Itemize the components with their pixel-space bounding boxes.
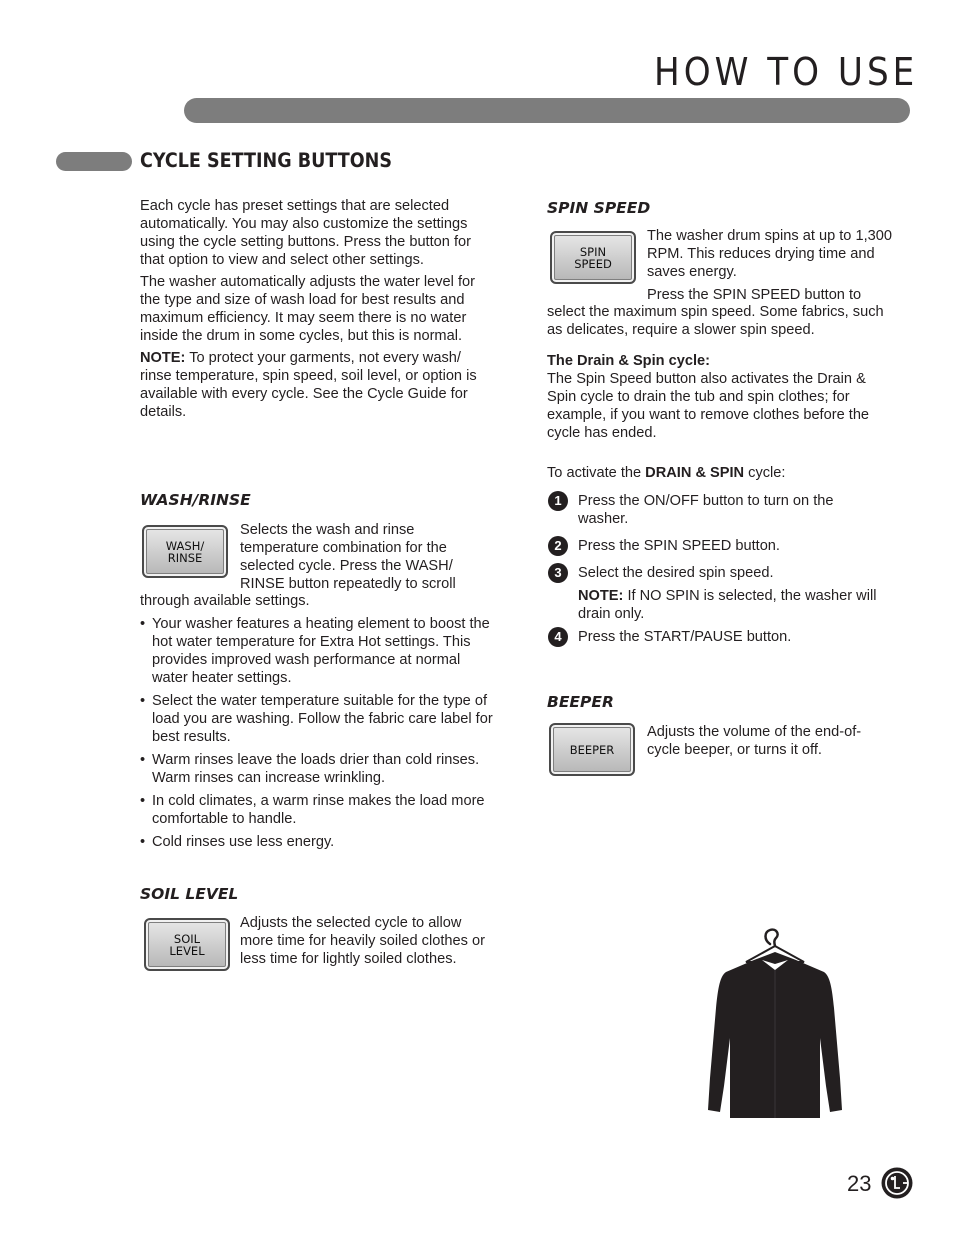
activate-instruction	[547, 464, 899, 482]
beeper-button-illustration	[549, 723, 635, 776]
wash-rinse-bullet-list	[140, 615, 494, 851]
step-text: Press the SPIN SPEED button.	[578, 538, 780, 554]
step-text: Select the desired spin speed.	[578, 565, 774, 581]
list-item: • In cold climates, a warm rinse makes the load more comfortable to handle.	[140, 792, 494, 828]
section-marker	[56, 152, 132, 171]
list-item: • Cold rinses use less energy.	[140, 833, 494, 851]
page-header-title: HOW TO USE	[654, 50, 919, 94]
beeper-button-label: BEEPER	[569, 742, 615, 757]
intro-paragraph-2: The washer automatically adjusts the water level for the type and size of wash load for best results and maximum efficiency. It may seem there is no water inside the drum in some cycles, but this is normal.	[140, 274, 476, 344]
step-number-icon: 2	[548, 536, 568, 556]
section-title: CYCLE SETTING BUTTONS	[140, 149, 392, 172]
soil-level-description	[240, 914, 494, 968]
drain-spin-heading	[547, 352, 899, 370]
header-bar	[184, 98, 910, 123]
spin-speed-description-text: The washer drum spins at up to 1,300 RPM. This reduces drying time and saves energy.	[647, 228, 892, 280]
soil-level-heading: SOIL LEVEL	[140, 885, 239, 903]
activate-suffix: cycle:	[744, 465, 786, 481]
activate-bold: DRAIN & SPIN	[645, 465, 745, 481]
spin-speed-button-illustration	[550, 231, 636, 284]
wash-rinse-description	[240, 521, 494, 593]
drain-spin-steps	[547, 492, 899, 646]
drain-spin-text: The Spin Speed button also activates the Drain & Spin cycle to drain the tub and spin clothes; for example, if you want to remove clothes before the cycle has ended.	[547, 371, 870, 441]
step-item	[547, 564, 899, 623]
step-item	[547, 492, 899, 528]
wash-rinse-description-continued: through available settings.	[140, 593, 310, 609]
intro-paragraph-1: Each cycle has preset settings that are selected automatically. You may also customize the settings using the cycle setting buttons. Press the button for that option to view and select other settings.	[140, 198, 471, 268]
step-text: Press the ON/OFF button to turn on the washer.	[578, 493, 834, 527]
step-number-icon: 3	[548, 563, 568, 583]
wash-rinse-description-text: Selects the wash and rinse temperature combination for the selected cycle. Press the WASH/ RINSE button repeatedly to scroll	[240, 522, 456, 592]
step-number-icon: 1	[548, 491, 568, 511]
shirt-on-hanger-icon	[704, 928, 846, 1124]
beeper-description	[647, 723, 892, 759]
intro-note	[140, 349, 492, 421]
note-label: NOTE:	[140, 350, 186, 366]
soil-level-button-illustration	[144, 918, 230, 971]
spin-speed-button-label: SPIN SPEED	[574, 244, 612, 271]
intro-text	[140, 197, 492, 421]
step-3-note-label: NOTE:	[578, 588, 624, 604]
spin-speed-press-rest: select the maximum spin speed. Some fabrics, such as delicates, require a slower spin speed.	[547, 304, 884, 338]
step-item	[547, 628, 899, 646]
beeper-heading: BEEPER	[547, 693, 614, 711]
spin-speed-description	[647, 227, 892, 304]
spin-speed-press-first-line: Press the SPIN SPEED button to	[647, 287, 862, 303]
beeper-description-text: Adjusts the volume of the end-of-cycle beeper, or turns it off.	[647, 724, 862, 758]
wash-rinse-button-illustration	[142, 525, 228, 578]
drain-spin-heading-text: The Drain & Spin cycle:	[547, 353, 711, 369]
step-item	[547, 537, 899, 555]
note-text: To protect your garments, not every wash/ rinse temperature, spin speed, soil level, or option is available with every cycle. See the Cycle Guide for details.	[140, 350, 477, 420]
soil-level-button-label: SOIL LEVEL	[169, 931, 205, 958]
spin-speed-heading: SPIN SPEED	[547, 199, 651, 217]
step-text: Press the START/PAUSE button.	[578, 629, 792, 645]
wash-rinse-body	[140, 592, 494, 851]
list-item: • Your washer features a heating element to boost the hot water temperature for Extra Hot settings. This provides improved wash performance at normal water heater settings.	[140, 615, 494, 687]
step-number-icon: 4	[548, 627, 568, 647]
wash-rinse-button-label: WASH/ RINSE	[165, 538, 205, 565]
page-number: 23	[847, 1171, 872, 1196]
lg-logo-icon	[881, 1167, 913, 1199]
wash-rinse-heading: WASH/RINSE	[140, 491, 251, 509]
list-item: • Select the water temperature suitable for the type of load you are washing. Follow the fabric care label for best results.	[140, 692, 494, 746]
activate-prefix: To activate the	[547, 465, 646, 481]
soil-level-description-text: Adjusts the selected cycle to allow more time for heavily soiled clothes or less time for lightly soiled clothes.	[240, 915, 485, 967]
step-3-note-text: If NO SPIN is selected, the washer will drain only.	[578, 588, 877, 622]
step-3-note	[578, 587, 899, 623]
spin-speed-body	[547, 303, 899, 646]
list-item: • Warm rinses leave the loads drier than cold rinses. Warm rinses can increase wrinkling.	[140, 751, 494, 787]
